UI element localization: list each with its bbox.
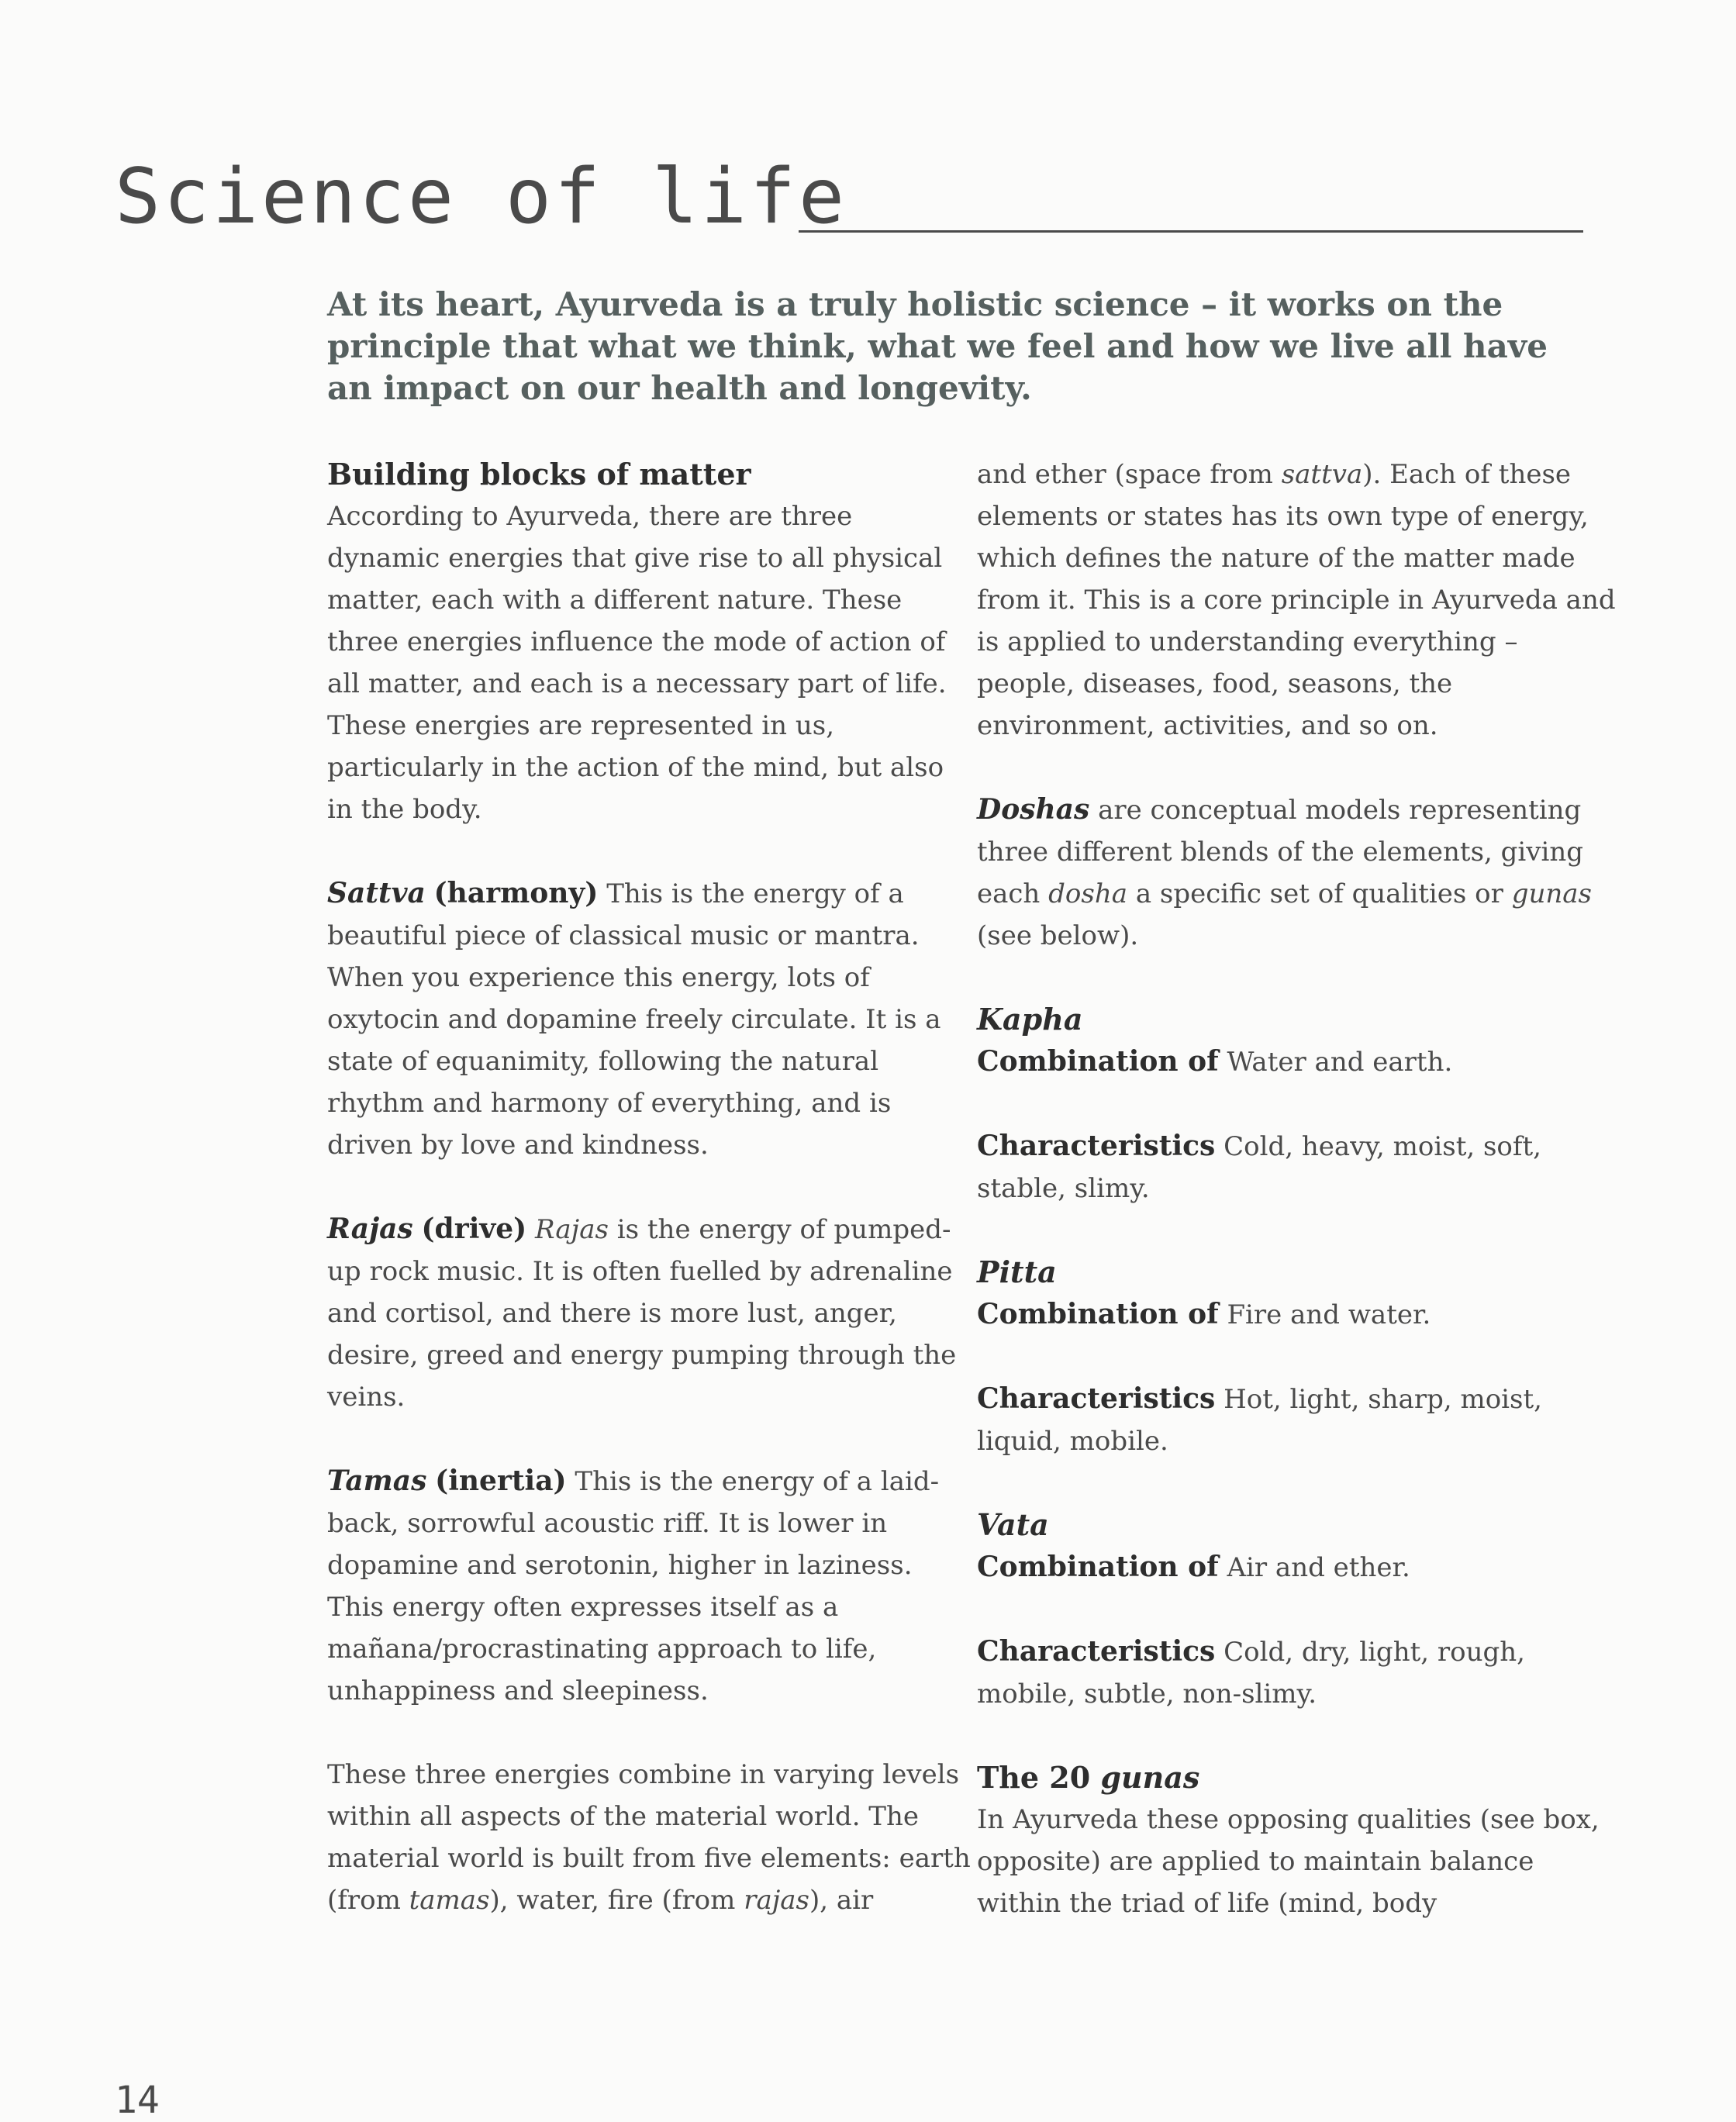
dosha-vata-characteristics-value: Cold, dry, light, rough, mobile, subtle, non-slimy. [977,1637,1525,1710]
doshas-term: Doshas [977,793,1090,826]
page-number: 14 [115,2079,160,2122]
doshas-intro-part1: are conceptual models representing three different blends of the elements, giving each [977,795,1584,909]
gunas-heading-italic: gunas [1100,1760,1200,1795]
dosha-pitta-combination-label: Combination of [977,1298,1219,1330]
dosha-pitta-combination [977,1251,1620,1336]
dosha-pitta-characteristics-value: Hot, light, sharp, moist, liquid, mobile. [977,1384,1542,1457]
dosha-vata-name: Vata [977,1507,1049,1542]
combine-rajas: rajas [744,1885,809,1916]
dosha-kapha-name: Kapha [977,1002,1083,1037]
combine-part4: ). Each of these elements or states has its own type of energy, which defines the nature of the matter made from it. This is a core principle in Ayurveda and is applied to understanding everything – people, diseases, food, seasons, the environment, activities, and so on. [977,459,1616,741]
tamas-label: (inertia) [435,1465,567,1497]
combine-part3b: and ether (space from [977,459,1282,490]
dosha-pitta-characteristics-label: Characteristics [977,1382,1216,1415]
combine-part2: ), water, fire (from [489,1885,744,1916]
sattva-paragraph [327,872,971,1166]
sattva-term: Sattva [327,877,426,909]
building-blocks-heading: Building blocks of matter [327,457,751,492]
dosha-kapha-characteristics [977,1125,1620,1209]
left-column [327,454,971,1921]
gunas-body: In Ayurveda these opposing qualities (see box, opposite) are applied to maintain balance within the triad of life (mind, body [977,1804,1600,1919]
dosha-kapha-combination-label: Combination of [977,1045,1219,1078]
dosha-kapha-characteristics-value: Cold, heavy, moist, soft, stable, slimy. [977,1131,1541,1204]
dosha-vata-combination-label: Combination of [977,1551,1219,1583]
title-rule [799,230,1583,233]
sattva-label: (harmony) [433,877,599,909]
dosha-vata-characteristics-label: Characteristics [977,1635,1216,1668]
rajas-term: Rajas [327,1213,413,1245]
dosha-kapha-characteristics-label: Characteristics [977,1130,1216,1162]
combine-tamas: tamas [409,1885,490,1916]
gunas-heading [977,1757,1620,1799]
dosha-pitta-characteristics [977,1378,1620,1462]
tamas-term: Tamas [327,1465,427,1497]
rajas-paragraph [327,1208,971,1418]
dosha-kapha-combination-value: Water and earth. [1227,1047,1453,1078]
doshas-intro-gunas: gunas [1511,878,1592,909]
dosha-vata-combination [977,1504,1620,1589]
intro-paragraph: At its heart, Ayurveda is a truly holistic science – it works on the principle that what we think, what we feel and how we live all have an impact on our health and longevity. [327,285,1548,407]
right-column [977,454,1620,1924]
rajas-label: (drive) [421,1213,527,1245]
gunas-heading-prefix: The 20 [977,1760,1091,1795]
doshas-intro-paragraph [977,788,1620,957]
combine-sattva: sattva [1281,459,1363,490]
rajas-body: is the energy of pumped-up rock music. It is often fuelled by adrenaline and cortisol, and there is more lust, anger, desire, greed and energy pumping through the veins. [327,1214,957,1413]
combine-paragraph-end [977,454,1620,747]
doshas-intro-part3: (see below). [977,920,1139,951]
combine-paragraph-start [327,1754,971,1921]
combine-part1: These three energies combine in varying levels within all aspects of the material world. The material world is built from five elements: earth (from [327,1759,971,1916]
tamas-paragraph [327,1460,971,1712]
tamas-body: This is the energy of a laid-back, sorrowful acoustic riff. It is lower in dopamine and serotonin, higher in laziness. This energy often expresses itself as a mañana/procrastinating approach to life, unhappiness and sleepiness. [327,1466,940,1706]
combine-part3a: ), air [809,1885,874,1916]
page-title: Science of life [115,153,848,241]
building-blocks-body: According to Ayurveda, there are three dynamic energies that give rise to all physical matter, each with a different nature. These three energies influence the mode of action of all matter, and each is a necessary part of life. These energies are represented in us, particularly in the action of the mind, but also in the body. [327,501,947,825]
rajas-term-inline: Rajas [535,1214,609,1245]
dosha-pitta-name: Pitta [977,1254,1057,1289]
dosha-kapha-combination [977,999,1620,1083]
dosha-vata-combination-value: Air and ether. [1227,1552,1410,1583]
dosha-pitta-combination-value: Fire and water. [1227,1299,1431,1330]
sattva-body: This is the energy of a beautiful piece of classical music or mantra. When you experience this energy, lots of oxytocin and dopamine freely circulate. It is a state of equanimity, following the natural rhythm and harmony of everything, and is driven by love and kindness. [327,878,941,1161]
dosha-vata-characteristics [977,1630,1620,1715]
doshas-intro-dosha: dosha [1048,878,1128,909]
doshas-intro-part2: a specific set of qualities or [1135,878,1503,909]
